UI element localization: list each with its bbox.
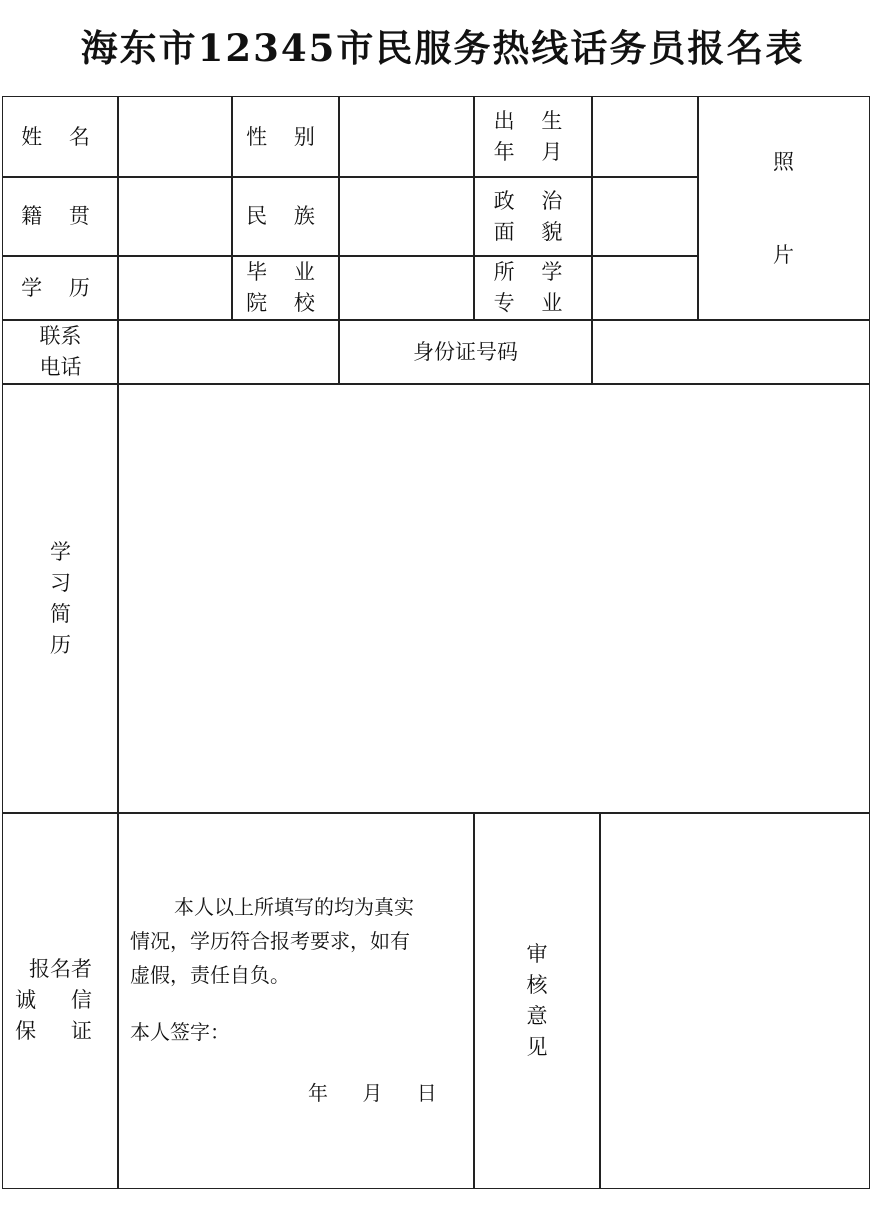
gender-label-cell xyxy=(231,96,340,178)
birth-label-line2: 年 月 xyxy=(493,140,573,164)
study-history-char-2: 习 xyxy=(50,570,71,595)
phone-label-line2: 电话 xyxy=(39,355,82,379)
review-char-2: 核 xyxy=(526,972,548,997)
review-label-cell xyxy=(473,812,601,1189)
political-value-cell[interactable] xyxy=(591,176,699,257)
political-label-cell xyxy=(473,176,593,257)
name-label: 姓 名 xyxy=(21,124,100,149)
study-history-char-4: 历 xyxy=(50,632,71,657)
major-value-cell[interactable] xyxy=(591,255,699,321)
ethnicity-value-cell[interactable] xyxy=(338,176,475,257)
phone-value-cell[interactable] xyxy=(117,319,340,385)
form-title: 海东市12345市民服务热线话务员报名表 xyxy=(80,26,805,70)
declaration-text xyxy=(130,890,465,992)
ethnicity-label-cell xyxy=(231,176,340,257)
declaration-line-1: 本人以上所填写的均为真实 xyxy=(174,895,414,919)
date-line: 年 月 日 xyxy=(308,1081,437,1105)
id-number-value-cell[interactable] xyxy=(591,319,870,385)
birth-label-cell xyxy=(473,96,593,178)
photo-label-1: 照 xyxy=(773,150,794,174)
review-value-cell[interactable] xyxy=(599,812,870,1189)
phone-label-line1: 联系 xyxy=(39,324,82,348)
pledge-label-line2: 诚 信 xyxy=(15,988,106,1012)
pledge-label-line3: 保 证 xyxy=(15,1019,106,1043)
study-history-char-1: 学 xyxy=(50,539,71,564)
pledge-label-cell xyxy=(2,812,119,1189)
ethnicity-label: 民 族 xyxy=(246,204,325,228)
pledge-label-line1: 报名者 xyxy=(29,957,92,981)
native-place-label-cell xyxy=(2,176,119,257)
signature-label: 本人签字： xyxy=(130,1020,230,1044)
major-label-cell xyxy=(473,255,593,321)
review-char-1: 审 xyxy=(526,941,548,966)
gender-value-cell[interactable] xyxy=(338,96,475,178)
major-label-line2: 专 业 xyxy=(493,291,573,315)
school-label-line1: 毕 业 xyxy=(246,260,325,284)
name-label-cell xyxy=(2,96,119,178)
political-label-line1: 政 治 xyxy=(493,188,573,213)
phone-label-cell xyxy=(2,319,119,385)
political-label-line2: 面 貌 xyxy=(493,219,573,244)
education-label-cell xyxy=(2,255,119,321)
birth-value-cell[interactable] xyxy=(591,96,699,178)
major-label-line1: 所 学 xyxy=(493,260,573,284)
native-place-label: 籍 贯 xyxy=(21,204,100,228)
declaration-cell xyxy=(117,812,475,1189)
school-label-cell xyxy=(231,255,340,321)
study-history-value-cell[interactable] xyxy=(117,383,870,814)
review-char-3: 意 xyxy=(526,1003,548,1028)
education-value-cell[interactable] xyxy=(117,255,233,321)
id-number-label-cell xyxy=(338,319,593,385)
photo-cell[interactable] xyxy=(697,96,870,321)
gender-label: 性 别 xyxy=(246,124,325,149)
education-label: 学 历 xyxy=(21,275,100,300)
study-history-char-3: 简 xyxy=(50,601,71,626)
declaration-line-3: 虚假，责任自负。 xyxy=(130,963,290,987)
study-history-label-cell xyxy=(2,383,119,814)
name-value-cell[interactable] xyxy=(117,96,233,178)
photo-label-2: 片 xyxy=(773,243,794,267)
native-place-value-cell[interactable] xyxy=(117,176,233,257)
birth-label-line1: 出 生 xyxy=(493,109,573,133)
school-value-cell[interactable] xyxy=(338,255,475,321)
school-label-line2: 院 校 xyxy=(246,291,325,315)
declaration-line-2: 情况，学历符合报考要求，如有 xyxy=(130,929,410,953)
id-number-label: 身份证号码 xyxy=(413,339,518,364)
review-char-4: 见 xyxy=(526,1034,548,1059)
